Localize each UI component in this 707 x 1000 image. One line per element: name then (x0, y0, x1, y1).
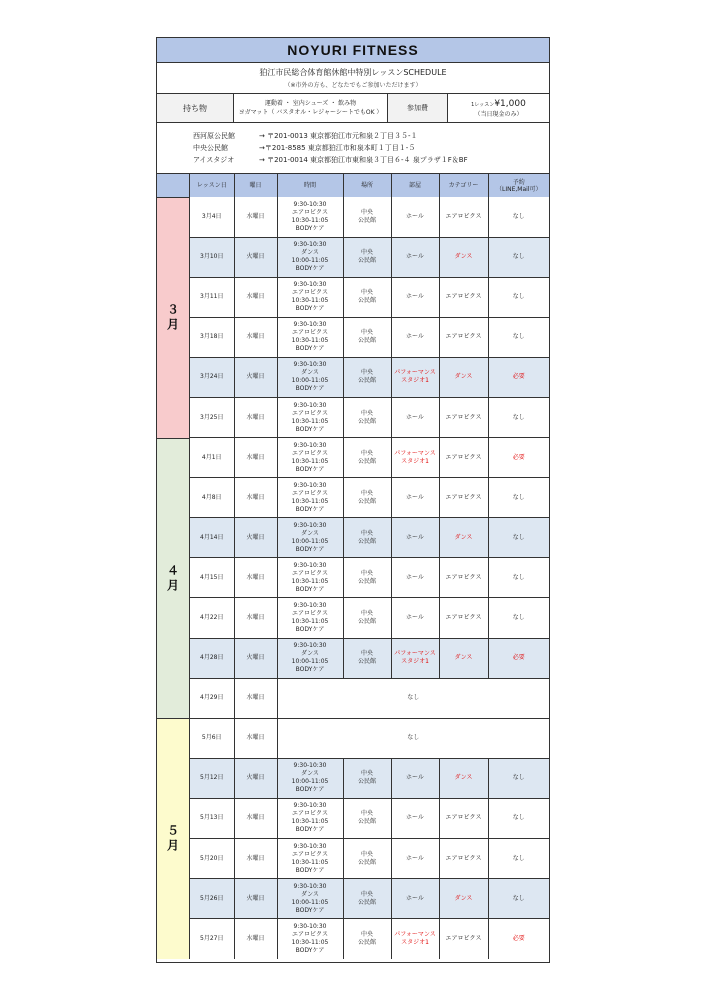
lesson-room: ホール (391, 798, 439, 838)
lesson-time-line: BODYケア (295, 786, 325, 794)
lesson-category: ダンス (439, 237, 488, 277)
header-category: カテゴリー (439, 174, 488, 197)
lesson-room: ホール (391, 879, 439, 919)
lesson-reservation: 必要 (488, 357, 549, 397)
lesson-reservation: なし (488, 598, 549, 638)
fee-label: 参加費 (388, 94, 448, 122)
lesson-time-line: BODYケア (295, 265, 325, 273)
table-row (190, 237, 549, 277)
lesson-reservation: なし (488, 397, 549, 437)
lesson-reservation: なし (488, 558, 549, 598)
lesson-time-line: ダンス (301, 650, 319, 658)
address-detail: →〒201-8585 東京都狛江市和泉本町１丁目１-５ (259, 144, 416, 152)
subtitle-note: （※市外の方も、どなたでもご参加いただけます） (284, 82, 422, 89)
lesson-place: 中央 公民館 (343, 277, 391, 317)
lesson-place: 中央 公民館 (343, 438, 391, 478)
lesson-date: 5月27日 (190, 919, 234, 959)
header-place: 場所 (343, 174, 391, 197)
lesson-time (277, 598, 343, 638)
lesson-time-line: エアロビクス (292, 810, 328, 818)
lesson-time-line: ダンス (301, 890, 319, 898)
header-reservation-line2: （LINE,Mail可） (496, 185, 542, 193)
lesson-place: 中央 公民館 (343, 919, 391, 959)
lesson-date: 4月14日 (190, 518, 234, 558)
bring-label: 持ち物 (157, 94, 234, 122)
lesson-time-line: エアロビクス (292, 931, 328, 939)
lesson-time-line: 9:30-10:30 (293, 882, 327, 890)
lesson-category: エアロビクス (439, 478, 488, 518)
lesson-place: 中央 公民館 (343, 518, 391, 558)
fee-price (448, 94, 549, 122)
bring-items-line1: 運動着 ・ 室内シューズ ・ 飲み物 (264, 100, 357, 107)
lesson-time (277, 879, 343, 919)
lesson-category: エアロビクス (439, 277, 488, 317)
lesson-date: 5月26日 (190, 879, 234, 919)
lesson-time-line: 9:30-10:30 (293, 200, 327, 208)
lesson-room: ホール (391, 317, 439, 357)
lesson-time-line: BODYケア (295, 385, 325, 393)
lesson-weekday: 水曜日 (234, 678, 277, 718)
lesson-time-line: ダンス (301, 249, 319, 257)
lesson-time-line: 10:00-11:05 (291, 898, 329, 906)
month-label: ５月 (165, 824, 180, 854)
table-row (190, 558, 549, 598)
lesson-reservation: なし (488, 197, 549, 237)
lesson-time-line: BODYケア (295, 666, 325, 674)
table-row (190, 718, 549, 758)
address-list (157, 123, 549, 174)
lesson-time (277, 397, 343, 437)
lesson-date: 4月22日 (190, 598, 234, 638)
lesson-time-line: 10:30-11:05 (291, 457, 329, 465)
lesson-date: 4月1日 (190, 438, 234, 478)
lesson-time-line: 9:30-10:30 (293, 601, 327, 609)
price-value: ¥1,000 (494, 98, 526, 109)
lesson-time-line: エアロビクス (292, 489, 328, 497)
lesson-room: ホール (391, 758, 439, 798)
address-row (193, 142, 549, 154)
lesson-date: 3月18日 (190, 317, 234, 357)
lesson-place: 中央 公民館 (343, 237, 391, 277)
schedule-area (157, 174, 549, 959)
lesson-place: 中央 公民館 (343, 197, 391, 237)
lesson-time-line: 10:30-11:05 (291, 939, 329, 947)
address-row (193, 154, 549, 166)
lesson-room: パフォーマンス スタジオ1 (391, 638, 439, 678)
lesson-time (277, 798, 343, 838)
table-row (190, 277, 549, 317)
lesson-time (277, 197, 343, 237)
schedule-sheet (156, 37, 550, 963)
lesson-reservation: なし (488, 758, 549, 798)
lesson-time (277, 237, 343, 277)
lesson-category: ダンス (439, 638, 488, 678)
lesson-time-line: 10:30-11:05 (291, 216, 329, 224)
page-title: NOYURI FITNESS (157, 38, 549, 63)
lesson-room: ホール (391, 518, 439, 558)
lesson-weekday: 水曜日 (234, 558, 277, 598)
table-row (190, 438, 549, 478)
lesson-time-line: ダンス (301, 369, 319, 377)
lesson-room: パフォーマンス スタジオ1 (391, 357, 439, 397)
lesson-reservation: なし (488, 237, 549, 277)
lesson-reservation: なし (488, 798, 549, 838)
price-note: （当日現金のみ） (474, 110, 523, 118)
lesson-category: エアロビクス (439, 197, 488, 237)
lesson-time-line: 10:30-11:05 (291, 497, 329, 505)
lesson-time-line: ダンス (301, 770, 319, 778)
lesson-weekday: 火曜日 (234, 758, 277, 798)
lesson-date: 3月10日 (190, 237, 234, 277)
month-column-header (157, 174, 189, 198)
lesson-time-line: 10:00-11:05 (291, 537, 329, 545)
month-label-cell (157, 439, 189, 719)
address-detail: → 〒201-0013 東京都狛江市元和泉２丁目３５-１ (259, 132, 418, 140)
lesson-place: 中央 公民館 (343, 478, 391, 518)
lesson-time-line: BODYケア (295, 305, 325, 313)
lesson-time-line: エアロビクス (292, 569, 328, 577)
lesson-place: 中央 公民館 (343, 317, 391, 357)
lesson-place: 中央 公民館 (343, 598, 391, 638)
lesson-time (277, 919, 343, 959)
lesson-time-line: エアロビクス (292, 208, 328, 216)
lesson-category: エアロビクス (439, 317, 488, 357)
table-row (190, 478, 549, 518)
lesson-time-line: 9:30-10:30 (293, 842, 327, 850)
lesson-reservation: なし (488, 277, 549, 317)
bring-row (157, 94, 549, 123)
lesson-weekday: 水曜日 (234, 438, 277, 478)
table-row (190, 798, 549, 838)
table-row (190, 598, 549, 638)
subtitle-block (157, 63, 549, 94)
table-row (190, 638, 549, 678)
lesson-time-line: 10:30-11:05 (291, 417, 329, 425)
lesson-date: 4月8日 (190, 478, 234, 518)
lesson-time-line: 10:30-11:05 (291, 818, 329, 826)
lesson-date: 5月12日 (190, 758, 234, 798)
lesson-category: ダンス (439, 758, 488, 798)
price-prefix: 1レッスン (471, 101, 495, 108)
lesson-category: ダンス (439, 357, 488, 397)
lesson-category: エアロビクス (439, 839, 488, 879)
lesson-time-line: ダンス (301, 529, 319, 537)
lesson-time-line: BODYケア (295, 224, 325, 232)
lesson-category: エアロビクス (439, 798, 488, 838)
subtitle: 狛江市民総合体育館休館中特別レッスンSCHEDULE (259, 68, 447, 77)
lesson-time-line: 10:30-11:05 (291, 617, 329, 625)
header-time: 時間 (277, 174, 343, 197)
lesson-time-line: 9:30-10:30 (293, 802, 327, 810)
lesson-time-line: BODYケア (295, 425, 325, 433)
lesson-time-line: BODYケア (295, 505, 325, 513)
lesson-time-line: 10:30-11:05 (291, 337, 329, 345)
lesson-date: 3月4日 (190, 197, 234, 237)
address-detail: → 〒201-0014 東京都狛江市東和泉３丁目６-４ 泉プラザ１F＆BF (259, 156, 468, 164)
lesson-category: エアロビクス (439, 598, 488, 638)
table-row (190, 879, 549, 919)
lesson-place: 中央 公民館 (343, 839, 391, 879)
lesson-time (277, 317, 343, 357)
header-weekday: 曜日 (234, 174, 277, 197)
no-lesson: なし (277, 718, 549, 758)
table-row (190, 758, 549, 798)
lesson-weekday: 火曜日 (234, 237, 277, 277)
table-header-row (190, 174, 549, 197)
lesson-time-line: 9:30-10:30 (293, 642, 327, 650)
lesson-date: 4月29日 (190, 678, 234, 718)
lesson-category: エアロビクス (439, 438, 488, 478)
lesson-place: 中央 公民館 (343, 798, 391, 838)
lesson-category: エアロビクス (439, 397, 488, 437)
lesson-time-line: エアロビクス (292, 329, 328, 337)
lesson-date: 5月20日 (190, 839, 234, 879)
month-label: ３月 (165, 303, 180, 333)
lesson-reservation: なし (488, 317, 549, 357)
bring-items (234, 94, 388, 122)
lesson-room: ホール (391, 277, 439, 317)
lesson-time-line: エアロビクス (292, 449, 328, 457)
lesson-weekday: 水曜日 (234, 798, 277, 838)
lesson-time-line: BODYケア (295, 465, 325, 473)
address-row (193, 130, 549, 142)
table-row (190, 518, 549, 558)
address-name: 西河原公民館 (193, 132, 235, 140)
table-row (190, 397, 549, 437)
lesson-date: 3月25日 (190, 397, 234, 437)
lesson-weekday: 水曜日 (234, 598, 277, 638)
lesson-reservation: 必要 (488, 438, 549, 478)
month-label-cell (157, 198, 189, 439)
lesson-weekday: 水曜日 (234, 317, 277, 357)
lesson-time-line: エアロビクス (292, 409, 328, 417)
lesson-room: ホール (391, 598, 439, 638)
lesson-time-line: BODYケア (295, 866, 325, 874)
month-label: ４月 (165, 563, 180, 594)
lesson-date: 5月6日 (190, 718, 234, 758)
lesson-weekday: 火曜日 (234, 879, 277, 919)
lesson-weekday: 水曜日 (234, 718, 277, 758)
lesson-room: パフォーマンス スタジオ1 (391, 919, 439, 959)
lesson-reservation: なし (488, 478, 549, 518)
table-row (190, 678, 549, 718)
address-name: アイスタジオ (193, 156, 235, 164)
month-column (157, 174, 190, 959)
lesson-reservation: なし (488, 518, 549, 558)
lesson-category: ダンス (439, 518, 488, 558)
lesson-time (277, 839, 343, 879)
lesson-time-line: 10:30-11:05 (291, 297, 329, 305)
schedule-table (190, 174, 549, 959)
lesson-place: 中央 公民館 (343, 758, 391, 798)
lesson-time-line: BODYケア (295, 906, 325, 914)
lesson-time-line: 10:00-11:05 (291, 257, 329, 265)
lesson-time-line: 10:30-11:05 (291, 577, 329, 585)
lesson-place: 中央 公民館 (343, 357, 391, 397)
lesson-date: 5月13日 (190, 798, 234, 838)
lesson-time-line: 9:30-10:30 (293, 281, 327, 289)
lesson-category: エアロビクス (439, 919, 488, 959)
table-row (190, 357, 549, 397)
lesson-room: ホール (391, 478, 439, 518)
lesson-place: 中央 公民館 (343, 397, 391, 437)
lesson-weekday: 水曜日 (234, 197, 277, 237)
lesson-time-line: BODYケア (295, 545, 325, 553)
lesson-weekday: 水曜日 (234, 478, 277, 518)
lesson-place: 中央 公民館 (343, 558, 391, 598)
lesson-time-line: 9:30-10:30 (293, 361, 327, 369)
lesson-time-line: エアロビクス (292, 850, 328, 858)
lesson-room: ホール (391, 397, 439, 437)
lesson-time-line: BODYケア (295, 625, 325, 633)
lesson-weekday: 水曜日 (234, 919, 277, 959)
lesson-place: 中央 公民館 (343, 638, 391, 678)
lesson-weekday: 火曜日 (234, 518, 277, 558)
lesson-time (277, 758, 343, 798)
lesson-weekday: 火曜日 (234, 638, 277, 678)
lesson-time-line: 10:00-11:05 (291, 377, 329, 385)
lesson-time (277, 558, 343, 598)
lesson-reservation: 必要 (488, 638, 549, 678)
lesson-date: 3月11日 (190, 277, 234, 317)
lesson-date: 3月24日 (190, 357, 234, 397)
month-list (157, 198, 189, 959)
lesson-time-line: 10:00-11:05 (291, 778, 329, 786)
lesson-weekday: 水曜日 (234, 277, 277, 317)
lesson-time (277, 518, 343, 558)
lesson-time (277, 478, 343, 518)
lesson-date: 4月28日 (190, 638, 234, 678)
lesson-reservation: 必要 (488, 919, 549, 959)
lesson-room: ホール (391, 237, 439, 277)
lesson-weekday: 水曜日 (234, 839, 277, 879)
table-row (190, 317, 549, 357)
lesson-time (277, 277, 343, 317)
lesson-date: 4月15日 (190, 558, 234, 598)
table-row (190, 919, 549, 959)
lesson-room: ホール (391, 839, 439, 879)
table-row (190, 839, 549, 879)
lesson-time-line: 9:30-10:30 (293, 521, 327, 529)
lesson-weekday: 水曜日 (234, 397, 277, 437)
lesson-time (277, 438, 343, 478)
lesson-time-line: 9:30-10:30 (293, 241, 327, 249)
header-reservation (488, 174, 549, 197)
lesson-time-line: 9:30-10:30 (293, 481, 327, 489)
lesson-time-line: 10:30-11:05 (291, 858, 329, 866)
lesson-time-line: 9:30-10:30 (293, 321, 327, 329)
lesson-time-line: BODYケア (295, 585, 325, 593)
lesson-time-line: 9:30-10:30 (293, 762, 327, 770)
table-row (190, 197, 549, 237)
lesson-place: 中央 公民館 (343, 879, 391, 919)
lesson-time-line: エアロビクス (292, 609, 328, 617)
header-reservation-line1: 予約 (512, 178, 525, 186)
month-label-cell (157, 719, 189, 959)
lesson-time-line: 9:30-10:30 (293, 401, 327, 409)
lesson-category: エアロビクス (439, 558, 488, 598)
lesson-time-line: 10:00-11:05 (291, 658, 329, 666)
lesson-room: ホール (391, 197, 439, 237)
lesson-time-line: BODYケア (295, 345, 325, 353)
lesson-time (277, 357, 343, 397)
lesson-reservation: なし (488, 879, 549, 919)
no-lesson: なし (277, 678, 549, 718)
lesson-time-line: エアロビクス (292, 289, 328, 297)
lesson-weekday: 火曜日 (234, 357, 277, 397)
bring-items-line2: ヨガマット（ バスタオル・レジャーシートでもOK ） (238, 109, 383, 116)
address-name: 中央公民館 (193, 144, 228, 152)
lesson-category: ダンス (439, 879, 488, 919)
lesson-time-line: 9:30-10:30 (293, 441, 327, 449)
lesson-time-line: BODYケア (295, 826, 325, 834)
lesson-room: ホール (391, 558, 439, 598)
lesson-room: パフォーマンス スタジオ1 (391, 438, 439, 478)
header-room: 部屋 (391, 174, 439, 197)
lesson-time-line: 9:30-10:30 (293, 561, 327, 569)
lesson-time-line: 9:30-10:30 (293, 923, 327, 931)
schedule-rows (190, 197, 549, 959)
lesson-time-line: BODYケア (295, 947, 325, 955)
header-date: レッスン日 (190, 174, 234, 197)
lesson-time (277, 638, 343, 678)
lesson-reservation: なし (488, 839, 549, 879)
